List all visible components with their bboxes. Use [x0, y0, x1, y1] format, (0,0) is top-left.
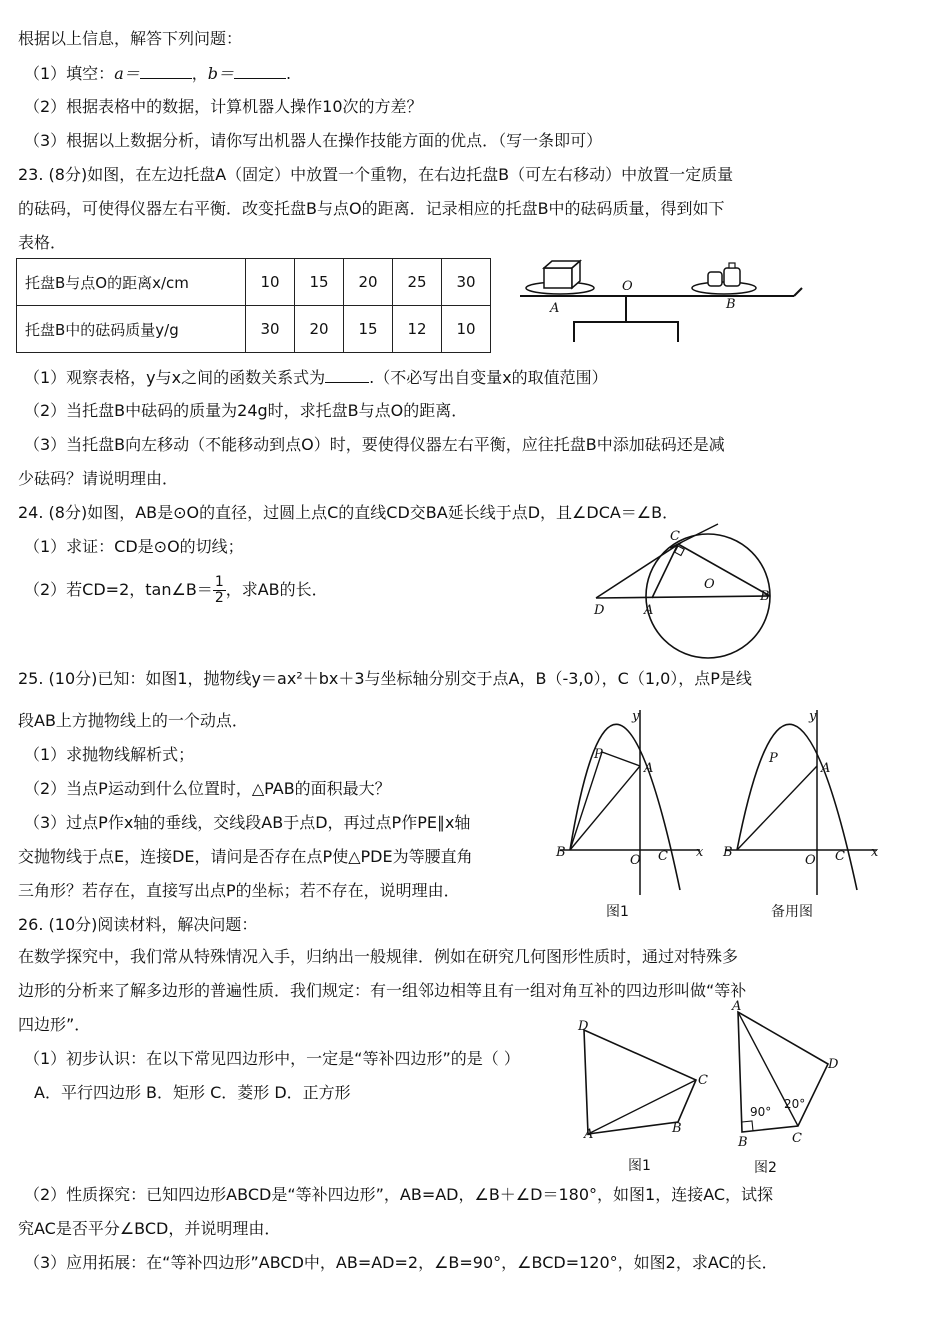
- q23-part3-2: 少砝码？请说明理由．: [18, 469, 179, 488]
- parabola-curve: [570, 724, 680, 890]
- q26-stem: 26. (10分)阅读材料，解决问题：: [18, 915, 258, 934]
- q25-part1: （1）求抛物线解析式；: [24, 745, 195, 764]
- label-y: y: [632, 709, 640, 724]
- label-c: C: [698, 1073, 708, 1088]
- table-header-cell: 托盘B与点O的距离x/cm: [17, 259, 246, 306]
- quad-abcd: [584, 1030, 696, 1134]
- label-o: O: [805, 853, 816, 868]
- balance-figure: [512, 258, 812, 348]
- label-p: P: [769, 751, 778, 766]
- q24-part2: （2）若CD=2，tan∠B＝ $\frac{1}{2}$ ，求AB的长．: [24, 574, 328, 606]
- label-c: C: [670, 529, 680, 544]
- answer-blank[interactable]: [325, 366, 369, 383]
- line-dc: [596, 542, 682, 598]
- q26-material-1: 在数学探究中，我们常从特殊情况入手，归纳出一般规律．例如在研究几何图形性质时，通过对特殊多: [18, 947, 739, 966]
- q26-options: A．平行四边形 B．矩形 C．菱形 D．正方形: [34, 1083, 351, 1102]
- table-cell: 30: [442, 259, 491, 306]
- q25-part3-2: 交抛物线于点E，连接DE，请问是否存在点P使△PDE为等腰直角: [18, 847, 473, 866]
- q25-stem-1: 25. (10分)已知：如图1，抛物线y＝ax²＋bx＋3与坐标轴分别交于点A，B（-3,0），C（1,0），点P是线: [18, 669, 752, 688]
- label-d: D: [594, 603, 605, 618]
- label-o: O: [622, 279, 633, 294]
- q26-part2-2: 究AC是否平分∠BCD，并说明理由．: [18, 1219, 281, 1238]
- label-a: A: [821, 761, 831, 776]
- q25-part3-1: （3）过点P作x轴的垂线，交线段AB于点D，再过点P作PE∥x轴: [24, 813, 471, 832]
- balance-base: [574, 322, 678, 342]
- table-cell: 25: [393, 259, 442, 306]
- label-a: A: [584, 1127, 594, 1142]
- label-p: P: [594, 747, 603, 762]
- quadrilateral-figure-1: [570, 1018, 720, 1178]
- quadrilateral-figure-2: [726, 1000, 856, 1180]
- q22-part2: （2）根据表格中的数据，计算机器人操作10次的方差？: [24, 97, 423, 116]
- table-cell: 12: [393, 306, 442, 353]
- answer-blank[interactable]: [234, 62, 286, 79]
- q25-part3-3: 三角形？若存在，直接写出点P的坐标；若不存在，说明理由．: [18, 881, 460, 900]
- parabola-figure-1: [550, 700, 710, 930]
- q23-part3-1: （3）当托盘B向左移动（不能移动到点O）时，要使得仪器左右平衡，应往托盘B中添加砝码还是减: [24, 435, 725, 454]
- label-c: C: [835, 849, 845, 864]
- segment-ab: [570, 766, 640, 850]
- segment-ab: [737, 766, 817, 850]
- label-a: A: [644, 761, 654, 776]
- label-b: B: [726, 297, 736, 312]
- parabola-curve: [737, 724, 857, 890]
- table-cell: 15: [295, 259, 344, 306]
- table-row: [17, 306, 491, 353]
- line-cb: [678, 544, 770, 596]
- table-cell: 20: [295, 306, 344, 353]
- line-db: [596, 596, 770, 598]
- q26-material-2: 边形的分析来了解多边形的普遍性质．我们规定：有一组邻边相等且有一组对角互补的四边形叫做“等补: [18, 981, 747, 1000]
- label-x: x: [696, 845, 704, 860]
- label-b: B: [738, 1135, 748, 1150]
- circle-tangent-figure: [590, 520, 790, 660]
- label-y: y: [809, 709, 817, 724]
- table-cell: 15: [344, 306, 393, 353]
- q22-intro: 根据以上信息，解答下列问题：: [18, 29, 243, 48]
- q23-stem-3: 表格．: [18, 233, 67, 252]
- q23-data-table: [16, 258, 491, 353]
- weight-icon: [708, 272, 722, 286]
- angle-20-label: 20°: [784, 1097, 806, 1111]
- q23-stem-2: 的砝码，可使得仪器左右平衡．改变托盘B与点O的距离．记录相应的托盘B中的砝码质量，得到如下: [18, 199, 725, 218]
- figure-caption: 备用图: [771, 904, 813, 920]
- label-b: B: [760, 589, 770, 604]
- q23-stem-1: 23. (8分)如图，在左边托盘A（固定）中放置一个重物，在右边托盘B（可左右移动）中放置一定质量: [18, 165, 734, 184]
- table-cell: 30: [246, 306, 295, 353]
- q26-part3: （3）应用拓展：在“等补四边形”ABCD中，AB=AD=2，∠B=90°，∠BCD=120°，如图2，求AC的长．: [24, 1253, 778, 1272]
- q24-stem: 24. (8分)如图，AB是⊙O的直径，过圆上点C的直线CD交BA延长线于点D，且∠DCA＝∠B．: [18, 503, 679, 522]
- label-o: O: [704, 577, 715, 592]
- table-cell: 10: [246, 259, 295, 306]
- label-o: O: [630, 853, 641, 868]
- label-d: D: [578, 1019, 589, 1034]
- label-x: x: [871, 845, 879, 860]
- right-angle-mark: [742, 1121, 753, 1131]
- table-row: [17, 259, 491, 306]
- weight-icon: [724, 268, 740, 286]
- q23-part2: （2）当托盘B中砝码的质量为24g时，求托盘B与点O的距离．: [24, 401, 468, 420]
- q24-part1: （1）求证：CD是⊙O的切线；: [24, 537, 244, 556]
- label-a: A: [732, 999, 742, 1014]
- label-a: A: [550, 301, 560, 316]
- fraction: $\frac{1}{2}$: [214, 574, 224, 606]
- label-c: C: [792, 1131, 802, 1146]
- q25-stem-2: 段AB上方抛物线上的一个动点．: [18, 711, 248, 730]
- table-cell: 10: [442, 306, 491, 353]
- label-a: A: [644, 603, 654, 618]
- answer-blank[interactable]: [140, 62, 192, 79]
- q26-material-3: 四边形”．: [18, 1015, 91, 1034]
- parabola-figure-2: [715, 700, 885, 930]
- q26-part2-1: （2）性质探究：已知四边形ABCD是“等补四边形”，AB=AD，∠B＋∠D＝180°，如图1，连接AC，试探: [24, 1185, 774, 1204]
- figure-caption: 图2: [754, 1160, 777, 1176]
- q22-part3: （3）根据以上数据分析，请你写出机器人在操作技能方面的优点．（写一条即可）: [24, 131, 603, 150]
- table-header-cell: 托盘B中的砝码质量y/g: [17, 306, 246, 353]
- q25-part2: （2）当点P运动到什么位置时，△PAB的面积最大？: [24, 779, 391, 798]
- q22-part1: （1）填空：a＝ ，b＝ .: [24, 64, 292, 83]
- table-cell: 20: [344, 259, 393, 306]
- weight-box: [544, 268, 572, 288]
- label-b: B: [723, 845, 733, 860]
- label-d: D: [828, 1057, 839, 1072]
- label-b: B: [672, 1121, 682, 1136]
- figure-caption: 图1: [628, 1158, 651, 1174]
- figure-caption: 图1: [606, 904, 629, 920]
- label-b: B: [556, 845, 566, 860]
- q26-part1: （1）初步认识：在以下常见四边形中，一定是“等补四边形”的是（ ）: [24, 1049, 520, 1068]
- q23-part1: （1）观察表格，y与x之间的函数关系式为 .（不必写出自变量x的取值范围）: [24, 368, 608, 387]
- label-c: C: [658, 849, 668, 864]
- angle-90-label: 90°: [750, 1105, 772, 1119]
